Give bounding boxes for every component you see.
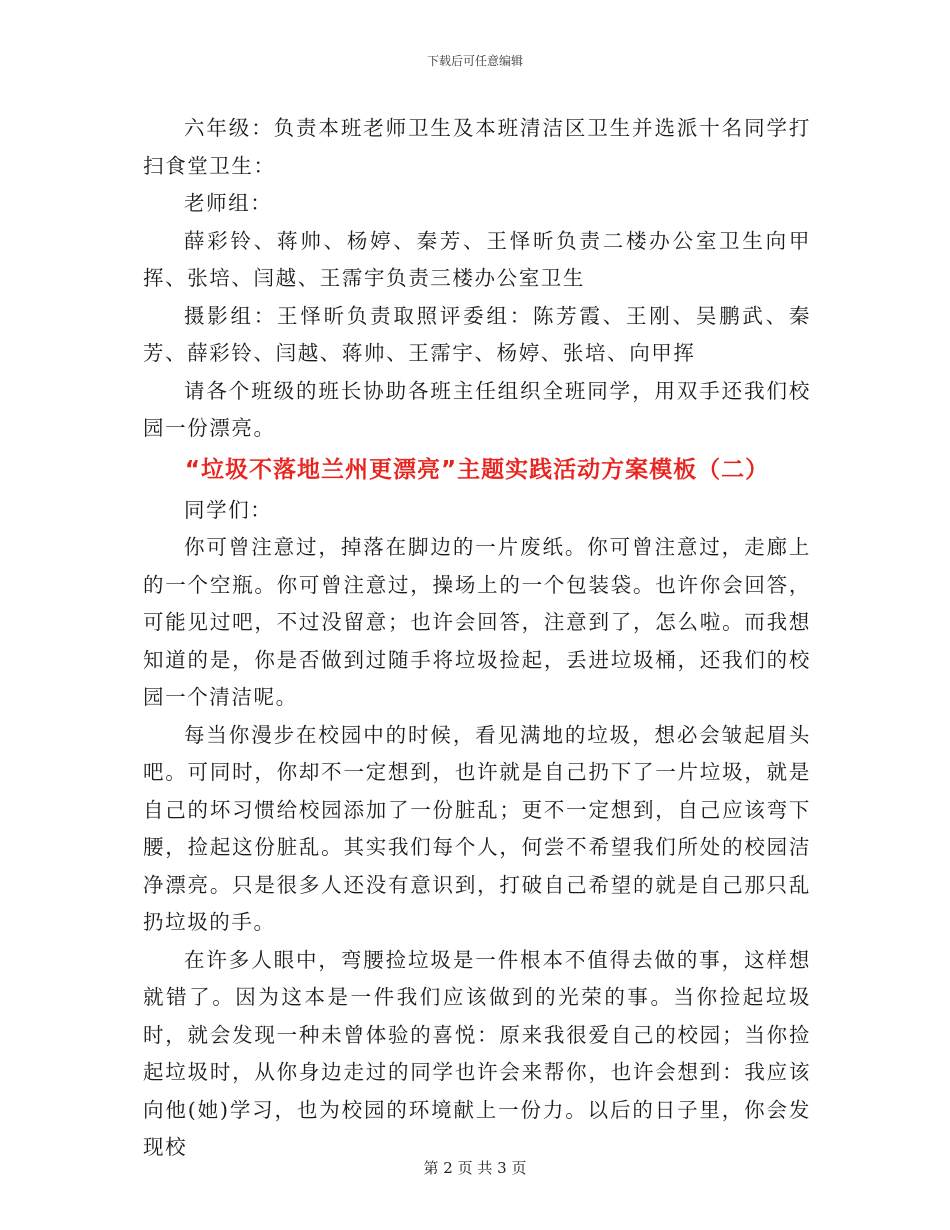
paragraph-teacher-group-duties: 薛彩铃、蒋帅、杨婷、秦芳、王怿昕负责二楼办公室卫生向甲挥、张培、闫越、王霈宇负责三楼办公室卫生	[143, 228, 811, 290]
paragraph-teacher-group-label: 老师组：	[184, 191, 273, 215]
paragraph-greeting: 同学们：	[184, 497, 273, 522]
paragraph-class-monitors: 请各个班级的班长协助各班主任组织全班同学，用双手还我们校园一份漂亮。	[143, 378, 811, 440]
section-title: “垃圾不落地兰州更漂亮”主题实践活动方案模板（二）	[184, 456, 770, 483]
page-header: 下载后可任意编辑	[426, 54, 523, 68]
document-body	[143, 110, 811, 1167]
paragraph-body-1: 你可曾注意过，掉落在脚边的一片废纸。你可曾注意过，走廊上的一个空瓶。你可曾注意过，操场上的一个包装袋。也许你会回答，可能见过吧，不过没留意；也许会回答，注意到了，怎么啦。而我想知道的是，你是否做到过随手将垃圾捡起，丢进垃圾桶，还我们的校园一个清洁呢。	[143, 535, 811, 709]
paragraph-body-2: 每当你漫步在校园中的时候，看见满地的垃圾，想必会皱起眉头吧。可同时，你却不一定想到，也许就是自己扔下了一片垃圾，就是自己的坏习惯给校园添加了一份脏乱；更不一定想到，自己应该弯下腰，捡起这份脏乱。其实我们每个人，何尝不希望我们所处的校园洁净漂亮。只是很多人还没有意识到，打破自己希望的就是自己那只乱扔垃圾的手。	[143, 722, 811, 934]
page-footer: 第 2 页 共 3 页	[423, 1159, 527, 1177]
paragraph-body-3: 在许多人眼中，弯腰捡垃圾是一件根本不值得去做的事，这样想就错了。因为这本是一件我们应该做到的光荣的事。当你捡起垃圾时，就会发现一种未曾体验的喜悦：原来我很爱自己的校园；当你捡起垃圾时，从你身边走过的同学也许会来帮你，也许会想到：我应该向他(她)学习，也为校园的环境献上一份力。以后的日子里，你会发现校	[143, 947, 811, 1159]
paragraph-photo-judges: 摄影组：王怿昕负责取照评委组：陈芳霞、王刚、吴鹏武、秦芳、薛彩铃、闫越、蒋帅、王霈宇、杨婷、张培、向甲挥	[143, 303, 811, 365]
paragraph-grade-six: 六年级：负责本班老师卫生及本班清洁区卫生并选派十名同学打扫食堂卫生：	[143, 116, 811, 178]
